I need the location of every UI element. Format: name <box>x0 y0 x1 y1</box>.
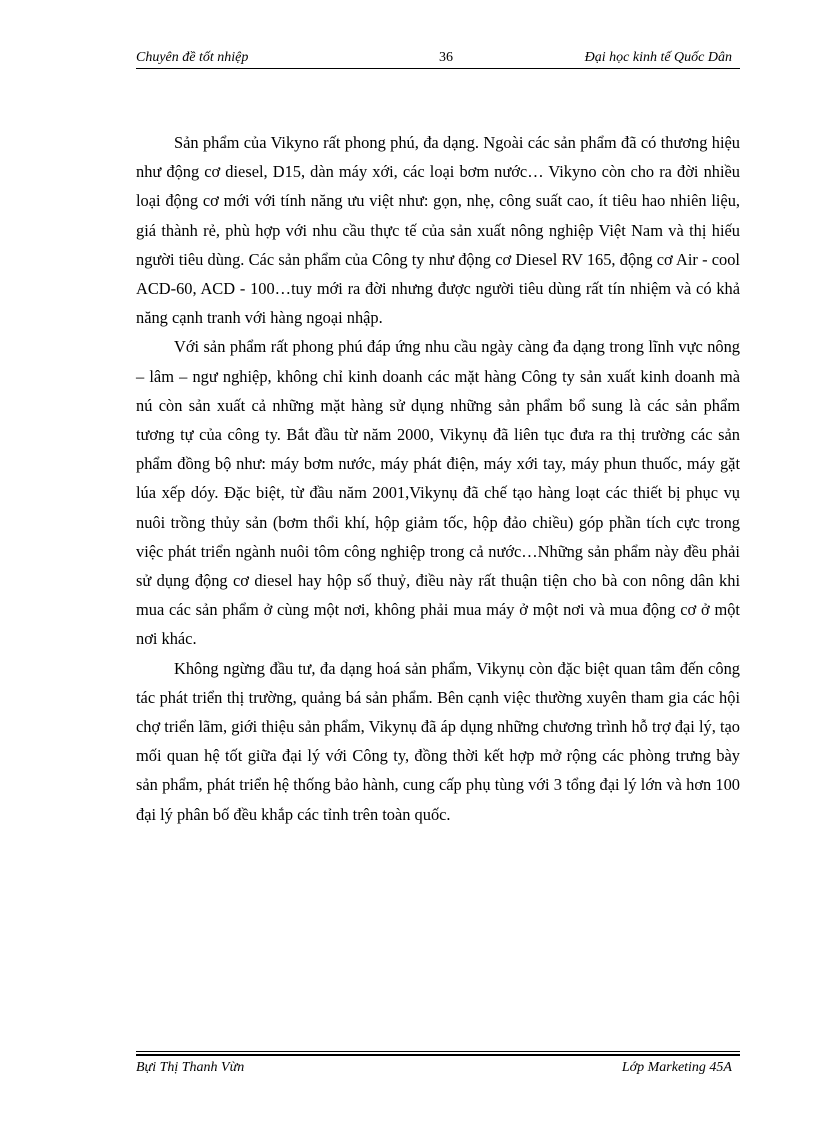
page-footer <box>136 1060 740 1078</box>
header-university: Đại học kinh tế Quốc Dân <box>584 50 732 65</box>
footer-divider-thick <box>136 1054 740 1056</box>
footer-divider-thin <box>136 1051 740 1052</box>
paragraph-1: Sản phẩm của Vikyno rất phong phú, đa dạng. Ngoài các sản phẩm đã có thương hiệu như động cơ diesel, D15, dàn máy xới, các loại bơm nước… Vikyno còn cho ra đời nhiều loại động cơ mới với tính năng ưu việt như: gọn, nhẹ, công suất cao, ít tiêu hao nhiên liệu, giá thành rẻ, phù hợp với nhu cầu thực tế của sản xuất nông nghiệp Việt Nam và thị hiếu người tiêu dùng. Các sản phẩm của Công ty như động cơ Diesel RV 165, động cơ Air - cool ACD-60, ACD - 100…tuy mới ra đời nhưng được người tiêu dùng rất tín nhiệm và có khả năng cạnh tranh với hàng ngoại nhập. <box>136 133 740 328</box>
page-number: 36 <box>439 50 453 65</box>
header-divider <box>136 68 740 69</box>
paragraph-2: Với sản phẩm rất phong phú đáp ứng nhu cầu ngày càng đa dạng trong lĩnh vực nông – lâm – ngư nghiệp, không chỉ kinh doanh các mặt hàng Công ty sản xuất kinh doanh mà nú còn sản xuất cả những mặt hàng sử dụng những sản phẩm bổ sung là các sản phẩm tương tự của công ty. Bắt đầu từ năm 2000, Vikynụ đã liên tục đưa ra thị trường các sản phẩm đồng bộ như: máy bơm nước, máy phát điện, máy xới tay, máy phun thuốc, máy gặt lúa xếp dóy. Đặc biệt, từ đầu năm 2001,Vikynụ đã chế tạo hàng loạt các thiết bị phục vụ nuôi trồng thủy sản (bơm thổi khí, hộp giảm tốc, hộp đảo chiều) góp phần tích cực trong việc phát triển ngành nuôi tôm công nghiệp trong cả nước…Những sản phẩm này đều phải sử dụng động cơ diesel hay hộp số thuỷ, điều này rất thuận tiện cho bà con nông dân khi mua các sản phẩm ở cùng một nơi, không phải mua máy ở một nơi và mua động cơ ở một nơi khác. <box>136 337 740 649</box>
paragraph-3: Không ngừng đầu tư, đa dạng hoá sản phẩm, Vikynụ còn đặc biệt quan tâm đến công tác phát triển thị trường, quảng bá sản phẩm. Bên cạnh việc thường xuyên tham gia các hội chợ triển lãm, giới thiệu sản phẩm, Vikynụ đã áp dụng những chương trình hỗ trợ đại lý, tạo mối quan hệ tốt giữa đại lý với Công ty, đồng thời kết hợp mở rộng các phòng trưng bày sản phẩm, phát triển hệ thống bảo hành, cung cấp phụ tùng với 3 tổng đại lý lớn và hơn 100 đại lý phân bố đều khắp các tỉnh trên toàn quốc. <box>136 658 740 824</box>
header-thesis-title: Chuyên đề tốt nhiệp <box>136 50 249 65</box>
footer-author: Bựi Thị Thanh Vừn <box>136 1060 245 1075</box>
footer-class: Lớp Marketing 45A <box>621 1060 732 1075</box>
page-header <box>136 50 740 68</box>
document-body <box>136 128 740 829</box>
